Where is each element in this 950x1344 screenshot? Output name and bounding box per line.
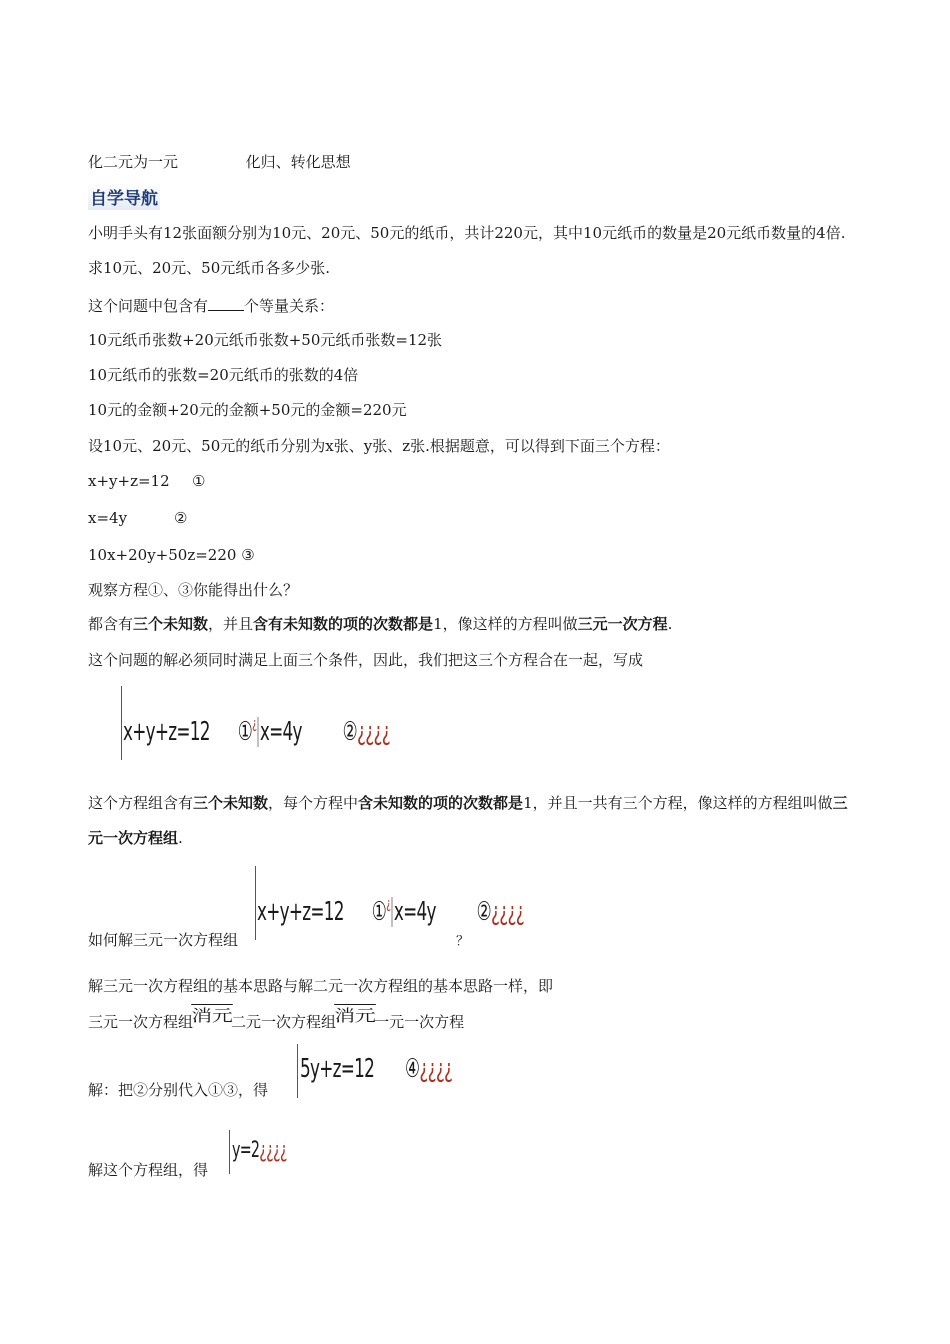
- solution-equation-2: y=2¿¿¿¿: [232, 1138, 287, 1163]
- how-solve-mark: ？: [456, 934, 470, 949]
- relation-3: 10元的金额+20元的金额+50元的金额=220元: [88, 401, 407, 419]
- system-equation-image-2: x+y+z=12 ①¿ x=4y ②¿¿¿¿: [257, 896, 524, 927]
- top-line: [88, 152, 351, 172]
- top-line-right: 化归、转化思想: [245, 153, 351, 171]
- relation-2: 10元纸币的张数=20元纸币的张数的4倍: [88, 366, 359, 384]
- problem-text: 小明手头有12张面额分别为10元、20元、50元的纸币，共计220元，其中10元纸币的数量是20元纸币数量的4倍.求10元、20元、50元纸币各多少张.: [88, 224, 846, 277]
- system-equation-image: x+y+z=12 ①¿ x=4y ②¿¿¿¿: [123, 716, 390, 747]
- system-brace: [121, 686, 122, 760]
- section-heading: 自学导航: [88, 183, 160, 210]
- answer-blank[interactable]: [208, 296, 244, 311]
- definition-equation: 都含有三个未知数，并且含有未知数的项的次数都是1，像这样的方程叫做三元一次方程.: [88, 615, 673, 633]
- solution-brace-2: [229, 1130, 230, 1174]
- top-line-left: 化二元为一元: [88, 153, 179, 171]
- definition-system: 这个方程组含有三个未知数，每个方程中含未知数的项的次数都是1，并且一共有三个方程，像这样的方程组叫做三元一次方程组.: [88, 794, 848, 847]
- combine-text: 这个问题的解必须同时满足上面三个条件，因此，我们把这三个方程合在一起，写成: [88, 651, 644, 669]
- equation-2: x=4y ②: [88, 509, 188, 527]
- set-variables: 设10元、20元、50元的纸币分别为x张、y张、z张.根据题意，可以得到下面三个方程：: [88, 437, 670, 455]
- system-brace-2: [255, 866, 256, 940]
- equation-2-number: ②: [174, 509, 188, 527]
- elimination-arrow-1: 消元: [191, 1006, 233, 1025]
- relation-1: 10元纸币张数+20元纸币张数+50元纸币张数=12张: [88, 331, 443, 349]
- equation-3-number: ③: [241, 546, 255, 564]
- equation-1-number: ①: [192, 472, 206, 490]
- solution-step-2: 解这个方程组，得: [88, 1161, 209, 1179]
- observe-question: 观察方程①、③你能得出什么？: [88, 581, 299, 599]
- equation-3: 10x+20y+50z=220 ③: [88, 546, 255, 564]
- elimination-arrow-2: 消元: [334, 1006, 376, 1025]
- equation-1: x+y+z=12 ①: [88, 472, 206, 490]
- solution-brace-1: [297, 1044, 298, 1098]
- solution-step-1: 解：把②分别代入①③，得: [88, 1081, 269, 1099]
- elimination-flow: 三元一次方程组消元二元一次方程组消元一元一次方程: [88, 1006, 465, 1031]
- question-count: 这个问题中包含有 个等量关系：: [88, 297, 335, 315]
- how-solve: 如何解三元一次方程组: [88, 931, 239, 949]
- solution-equation-1: 5y+z=12 ④¿¿¿¿: [300, 1054, 453, 1084]
- idea-text: 解三元一次方程组的基本思路与解二元一次方程组的基本思路一样，即: [88, 977, 554, 995]
